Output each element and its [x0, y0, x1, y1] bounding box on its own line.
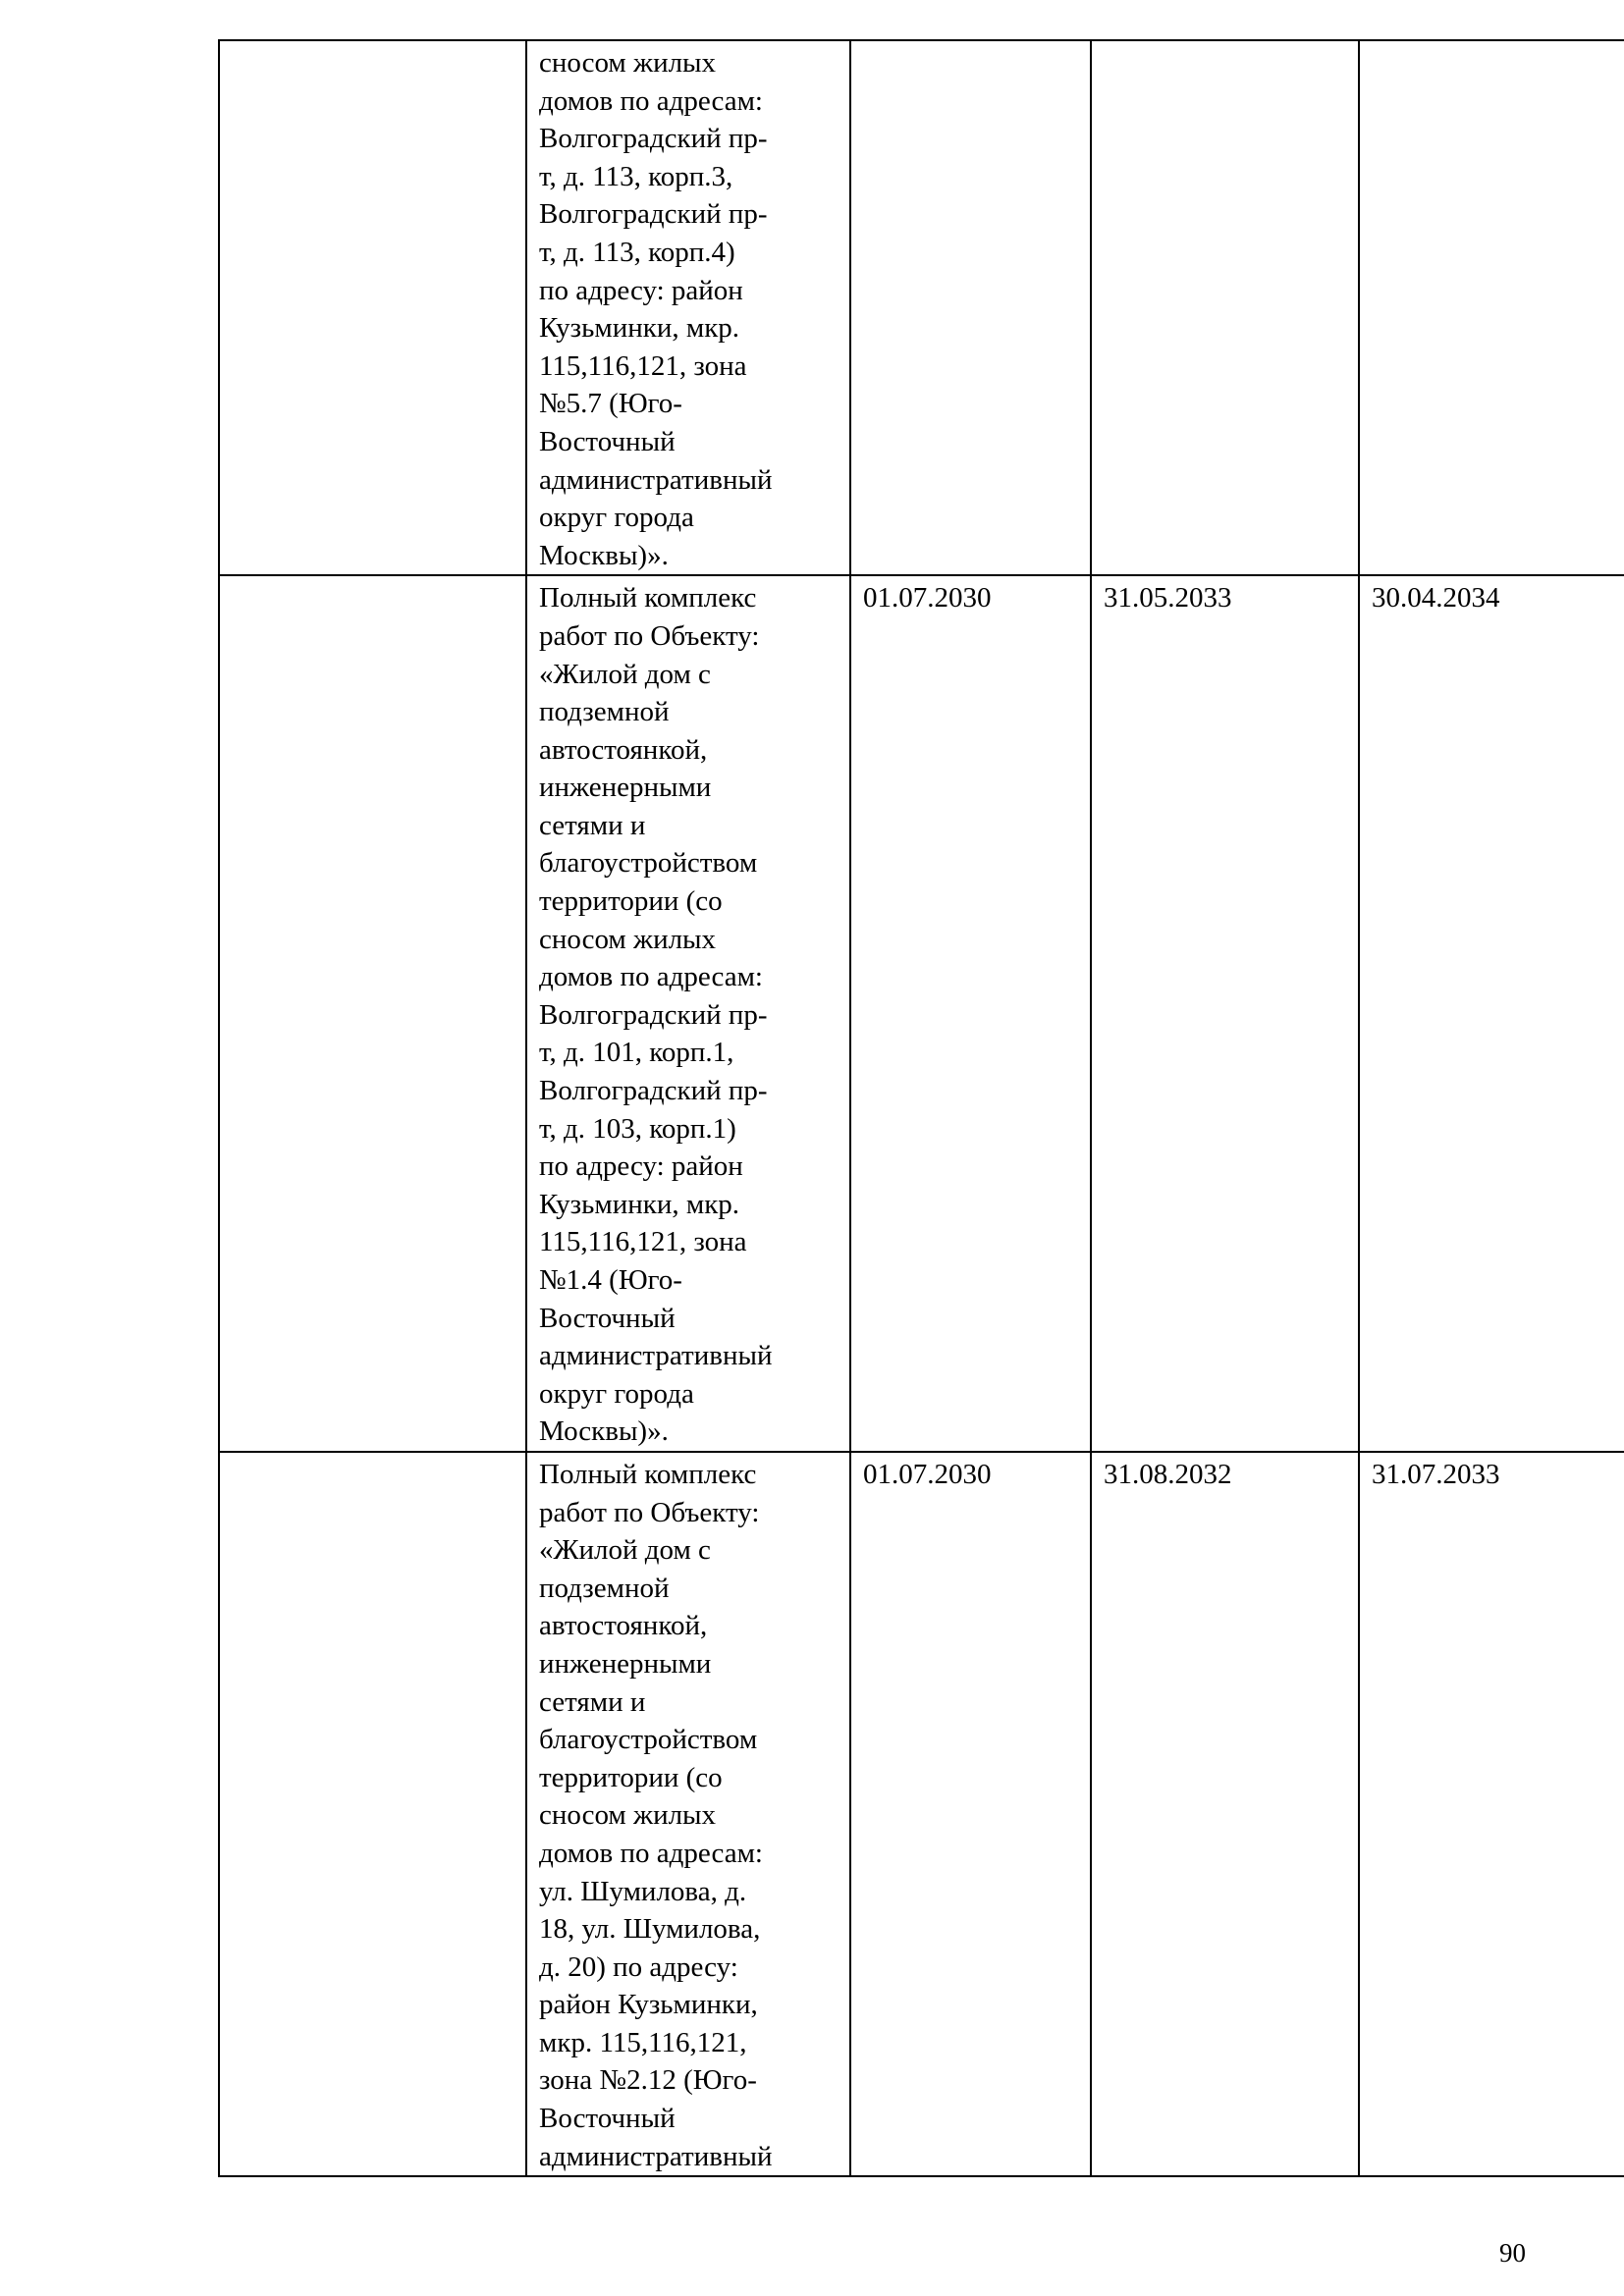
page-number: 90: [1499, 2238, 1526, 2268]
table-cell-start-date: [850, 40, 1091, 575]
table-cell-final-date: 30.04.2034: [1359, 575, 1624, 1452]
table-cell-description: Полный комплекс работ по Объекту: «Жилой дом с подземной автостоянкой, инженерными сетями и благоустройством территории (со сносом жилых домов по адресам: ул. Шумилова, д. 18, ул. Шумилова, д. 20) по адресу: район Кузьминки, мкр. 115,116,121, зона №2.12 (Юго- Восточный административный: [526, 1452, 850, 2176]
table-cell-end-date: 31.08.2032: [1091, 1452, 1359, 2176]
table-cell-description: Полный комплекс работ по Объекту: «Жилой дом с подземной автостоянкой, инженерными сетями и благоустройством территории (со сносом жилых домов по адресам: Волгоградский пр- т, д. 101, корп.1, Волгоградский пр- т, д. 103, корп.1) по адресу: район Кузьминки, мкр. 115,116,121, зона №1.4 (Юго- Восточный административный округ города Москвы)».: [526, 575, 850, 1452]
table-cell-empty: [219, 40, 526, 575]
table-cell-end-date: [1091, 40, 1359, 575]
table-cell-final-date: [1359, 40, 1624, 575]
table-cell-final-date: 31.07.2033: [1359, 1452, 1624, 2176]
table-row: [219, 1452, 1624, 2176]
schedule-table: [218, 39, 1624, 2177]
table-row: [219, 575, 1624, 1452]
table-cell-description: сносом жилых домов по адресам: Волгоградский пр- т, д. 113, корп.3, Волгоградский пр- т, д. 113, корп.4) по адресу: район Кузьминки, мкр. 115,116,121, зона №5.7 (Юго- Восточный административный округ города Москвы)».: [526, 40, 850, 575]
table-cell-end-date: 31.05.2033: [1091, 575, 1359, 1452]
table-row: [219, 40, 1624, 575]
table-cell-start-date: 01.07.2030: [850, 575, 1091, 1452]
table-cell-empty: [219, 575, 526, 1452]
table-cell-start-date: 01.07.2030: [850, 1452, 1091, 2176]
table-cell-empty: [219, 1452, 526, 2176]
